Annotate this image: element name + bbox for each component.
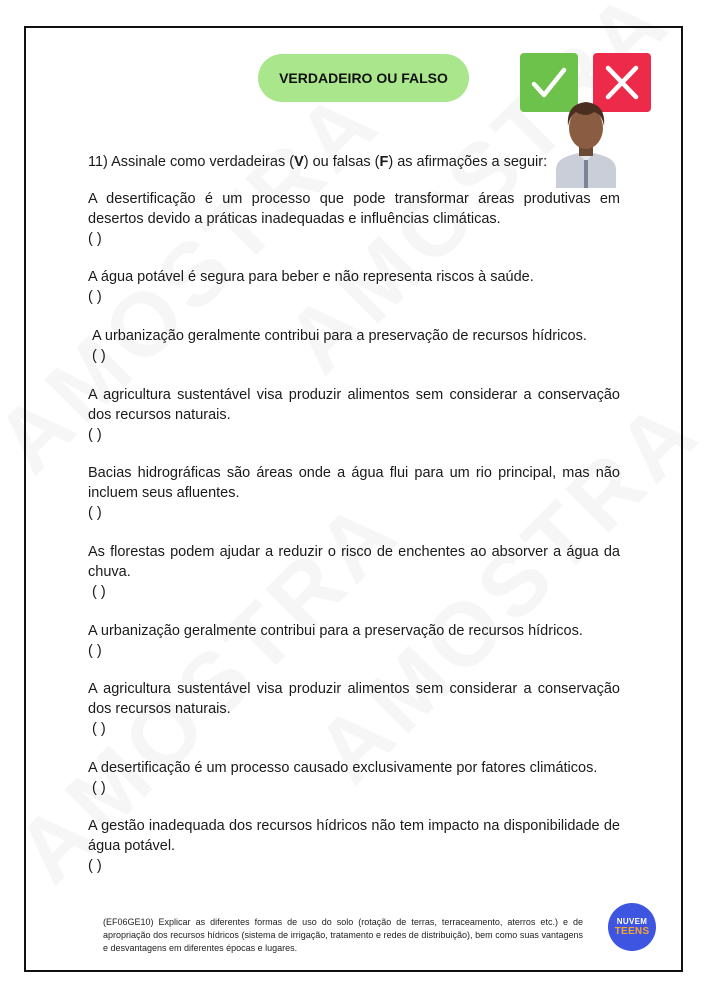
statement-item	[88, 679, 620, 739]
answer-blank[interactable]: ( )	[92, 348, 106, 364]
statement-item	[88, 267, 620, 307]
answer-blank[interactable]: ( )	[92, 584, 106, 600]
true-marker: V	[294, 154, 304, 170]
statement-item	[88, 385, 620, 445]
answer-blank[interactable]: ( )	[88, 427, 102, 443]
statement-item	[88, 542, 620, 602]
false-marker: F	[379, 154, 389, 170]
question-prompt	[88, 152, 547, 172]
bncc-skill-note: (EF06GE10) Explicar as diferentes formas de uso do solo (rotação de terras, terraceamento, aterros etc.) e de apropriação dos recursos hídricos (sistema de irrigação, tratamento e redes de distribuição), bem como suas vantagens e desvantagens em diferentes épocas e lugares.	[103, 917, 583, 953]
statement-text: A urbanização geralmente contribui para a preservação de recursos hídricos.	[88, 623, 583, 639]
answer-blank[interactable]: ( )	[88, 643, 102, 659]
page-title: VERDADEIRO OU FALSO	[279, 70, 448, 86]
answer-blank[interactable]: ( )	[92, 780, 106, 796]
statement-text: A gestão inadequada dos recursos hídricos não tem impacto na disponibilidade de água potável.	[88, 818, 620, 854]
answer-blank[interactable]: ( )	[88, 289, 102, 305]
statement-item	[88, 621, 620, 661]
statement-text: A desertificação é um processo que pode transformar áreas produtivas em desertos devido a práticas inadequadas e influências climáticas.	[88, 191, 620, 227]
prompt-text: ) ou falsas (	[303, 154, 380, 170]
statement-text: A agricultura sustentável visa produzir alimentos sem considerar a conservação dos recursos naturais.	[88, 387, 620, 423]
prompt-text: 11) Assinale como verdadeiras (	[88, 154, 295, 170]
answer-blank[interactable]: ( )	[88, 858, 102, 874]
statement-text: A agricultura sustentável visa produzir alimentos sem considerar a conservação dos recursos naturais.	[88, 681, 620, 717]
nuvem-teens-logo	[608, 903, 656, 951]
statement-item	[88, 189, 620, 249]
answer-blank[interactable]: ( )	[88, 505, 102, 521]
statement-item	[88, 463, 620, 523]
statement-item	[88, 326, 620, 366]
statement-item	[88, 816, 620, 876]
statement-text: A desertificação é um processo causado exclusivamente por fatores climáticos.	[88, 760, 598, 776]
prompt-text: ) as afirmações a seguir:	[388, 154, 548, 170]
answer-blank[interactable]: ( )	[88, 231, 102, 247]
logo-text: NUVEM	[616, 916, 648, 926]
title-badge	[258, 54, 469, 102]
statement-text: A urbanização geralmente contribui para a preservação de recursos hídricos.	[92, 328, 587, 344]
statement-text: A água potável é segura para beber e não representa riscos à saúde.	[88, 269, 534, 285]
statement-text: As florestas podem ajudar a reduzir o risco de enchentes ao absorver a água da chuva.	[88, 544, 620, 580]
person-avatar-icon	[552, 98, 620, 188]
statement-text: Bacias hidrográficas são áreas onde a água flui para um rio principal, mas não incluem seus afluentes.	[88, 465, 620, 501]
answer-blank[interactable]: ( )	[92, 721, 106, 737]
logo-text: TEENS	[614, 925, 650, 937]
statement-item	[88, 758, 620, 798]
